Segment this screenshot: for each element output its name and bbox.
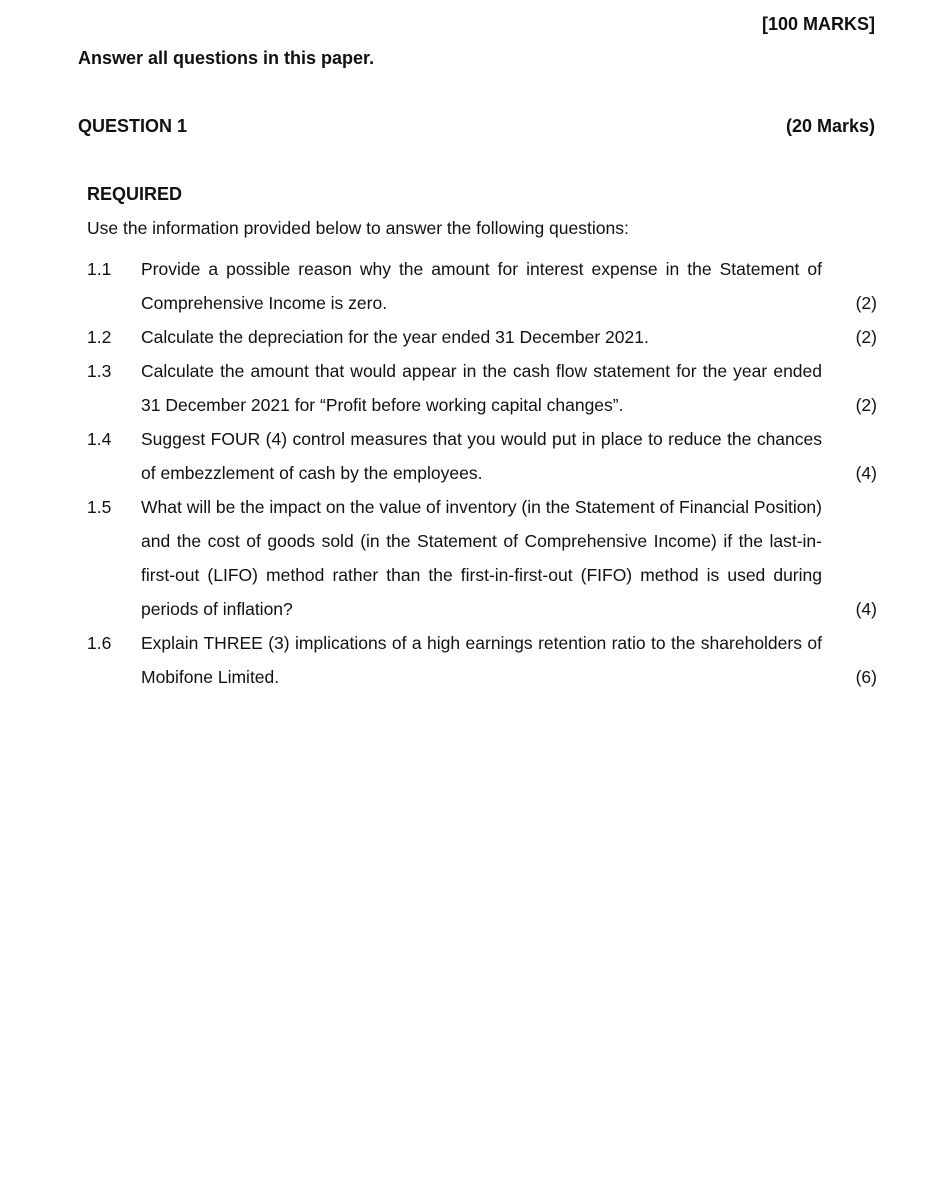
question-mark: (2) bbox=[855, 395, 877, 415]
question-mark: (4) bbox=[855, 599, 877, 619]
question-number: 1.3 bbox=[87, 361, 112, 381]
question-number: 1.5 bbox=[87, 497, 112, 517]
question-text: Calculate the depreciation for the year ended 31 December 2021. bbox=[141, 327, 649, 347]
question-text: What will be the impact on the value of inventory (in the Statement of Financial Position) and the cost of goods sold (in the Statement of Comprehensive Income) if the last-in-first-out (LIFO) method rather than the first-in-first-out (FIFO) method is used during periods of inflation? bbox=[141, 497, 822, 619]
question-text: Calculate the amount that would appear in the cash flow statement for the year ended 31 December 2021 for “Profit before working capital changes”. bbox=[141, 361, 822, 415]
question-mark: (4) bbox=[855, 463, 877, 483]
question-heading: QUESTION 1 bbox=[78, 116, 188, 136]
question-text: Suggest FOUR (4) control measures that you would put in place to reduce the chances of embezzlement of cash by the employees. bbox=[141, 429, 822, 483]
question-mark: (2) bbox=[855, 293, 877, 313]
question-number: 1.1 bbox=[87, 259, 112, 279]
question-item-1-1 bbox=[87, 252, 877, 320]
question-text: Provide a possible reason why the amount for interest expense in the Statement of Comprehensive Income is zero. bbox=[141, 259, 822, 313]
question-mark: (2) bbox=[855, 327, 877, 347]
question-number: 1.4 bbox=[87, 429, 112, 449]
question-item-1-3 bbox=[87, 354, 877, 422]
question-number: 1.2 bbox=[87, 327, 112, 347]
exam-instruction: Answer all questions in this paper. bbox=[78, 48, 375, 68]
question-item-1-4 bbox=[87, 422, 877, 490]
question-number: 1.6 bbox=[87, 633, 112, 653]
question-text: Explain THREE (3) implications of a high earnings retention ratio to the shareholders of Mobifone Limited. bbox=[141, 633, 822, 687]
question-item-1-5 bbox=[87, 490, 877, 626]
question-item-1-6 bbox=[87, 626, 877, 694]
question-intro: Use the information provided below to answer the following questions: bbox=[87, 218, 629, 238]
required-label: REQUIRED bbox=[87, 184, 183, 204]
question-list bbox=[87, 252, 877, 694]
question-mark: (6) bbox=[855, 667, 877, 687]
question-item-1-2 bbox=[87, 320, 877, 354]
total-marks: [100 MARKS] bbox=[761, 14, 875, 34]
question-marks: (20 Marks) bbox=[785, 116, 875, 136]
